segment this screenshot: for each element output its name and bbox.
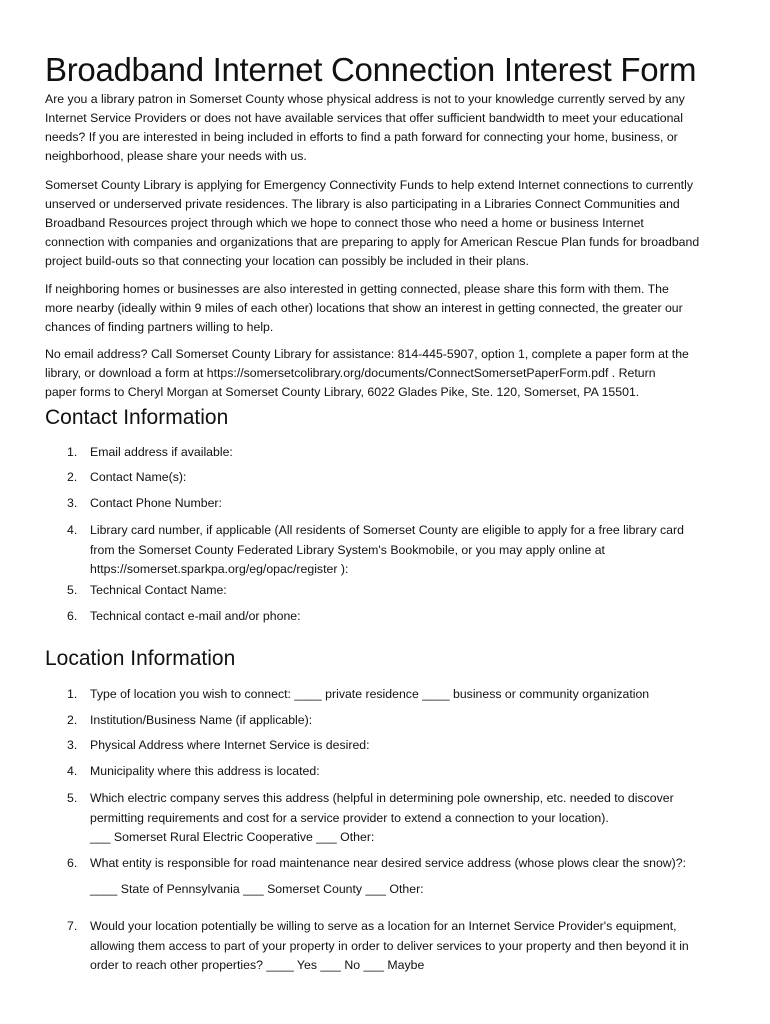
location-item-address: 3. Physical Address where Internet Service is desired: [67,738,370,752]
contact-item-email: 1. Email address if available: [67,445,233,459]
form-title: Broadband Internet Connection Interest Form [45,51,697,88]
contact-item-technical-contact: 6. Technical contact e-mail and/or phone: [67,609,301,623]
location-item-equipment-hosting: 7. Would your location potentially be willing to serve as a location for an Internet Service Provider's equipment, allowing them access to part of your property in order to deliver services to your property and then beyond it in order to reach other properties? ____ Yes ___ No ___ Maybe [67,919,689,972]
location-item-institution: 2. Institution/Business Name (if applicable): [67,713,313,727]
location-item-municipality: 4. Municipality where this address is located: [67,764,320,778]
intro-paragraph-2: Somerset County Library is applying for Emergency Connectivity Funds to help extend Internet connections to currently unserved or underserved private residences. The library is also participating in a Libraries Connect Communities and Broadband Resources project through which we hope to connect those who need a home or business Internet connection with companies and organizations that are preparing to apply for American Rescue Plan funds for broadband project build-outs so that connecting your location can possibly be included in their plans. [45,178,700,268]
contact-item-name: 2. Contact Name(s): [67,470,187,484]
intro-paragraph-1: Are you a library patron in Somerset County whose physical address is not to your knowledge currently served by any Internet Service Providers or does not have available services that offer sufficient bandwidth to meet your educational needs? If you are interested in being included in efforts to find a path forward for connecting your home, business, or neighborhood, please share your needs with us. [45,92,685,163]
location-section-heading: Location Information [45,647,236,670]
contact-item-technical-name: 5. Technical Contact Name: [67,583,227,597]
intro-paragraph-4: No email address? Call Somerset County Library for assistance: 814-445-5907, option 1, complete a paper form at the library, or download a form at https://somersetcolibrary.org/documents/ConnectSomersetPaperForm.pdf . Return paper forms to Cheryl Morgan at Somerset County Library, 6022 Glades Pike, Ste. 120, Somerset, PA 15501. [45,347,689,399]
location-item-electric-company: 5. Which electric company serves this address (helpful in determining pole ownership, etc. needed to discover permitting requirements and cost for a service provider to extend a connection to your location). ___ Somerset Rural Electric Cooperative ___ Other: [67,791,674,844]
contact-item-phone: 3. Contact Phone Number: [67,496,222,510]
contact-section-heading: Contact Information [45,406,229,429]
location-item-road-maintenance: 6. What entity is responsible for road maintenance near desired service address (whose plows clear the snow)?: ____ State of Pennsylvania ___ Somerset County ___ Other: [67,856,687,896]
location-item-type: 1. Type of location you wish to connect: ____ private residence ____ business or community organization [67,687,650,701]
contact-item-library-card: 4. Library card number, if applicable (All residents of Somerset County are eligible to apply for a free library card from the Somerset County Federated Library System's Bookmobile, or you may apply online at https://somerset.sparkpa.org/eg/opac/register ): [67,523,684,576]
intro-paragraph-3: If neighboring homes or businesses are also interested in getting connected, please share this form with them. The more nearby (ideally within 9 miles of each other) locations that show an interest in getting connected, the greater our chances of finding partners willing to help. [45,282,683,334]
